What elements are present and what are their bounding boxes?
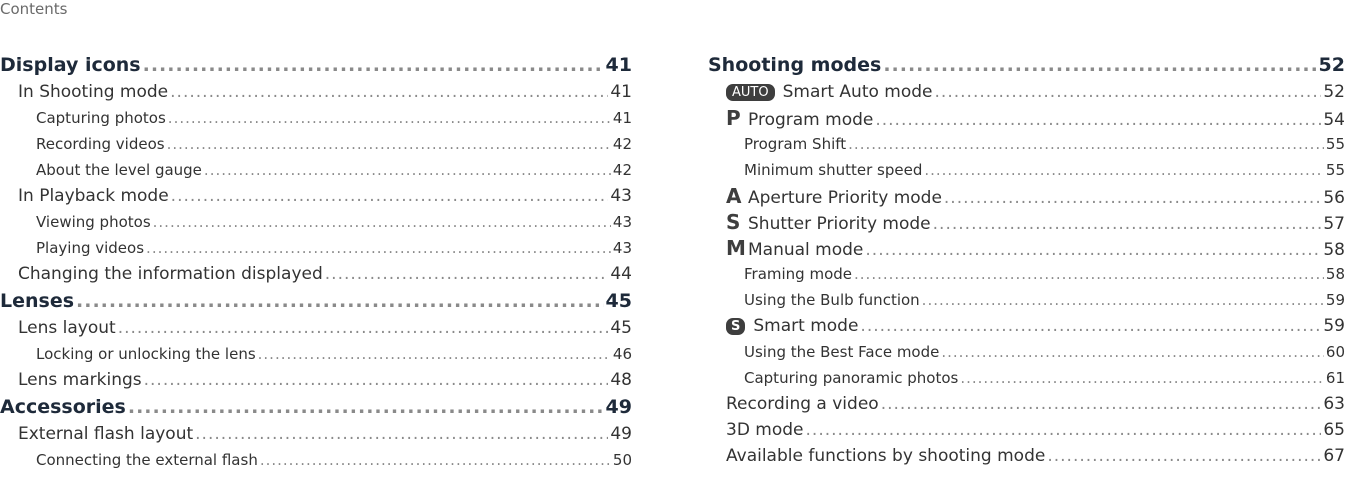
toc-entry-page: 41 [612,109,632,127]
toc-entry-title: Framing mode [744,265,853,283]
toc-entry-title: Program Shift [744,135,847,153]
toc-entry-page: 43 [610,186,632,206]
leader-dots [204,157,611,183]
toc-entry-title: External flash layout [18,424,194,444]
leader-dots [325,261,609,287]
toc-entry[interactable] [0,157,632,183]
toc-entry-title: Viewing photos [36,213,151,231]
toc-entry-title: Lenses [0,290,75,312]
leader-dots [935,79,1322,105]
toc-entry-page: 41 [605,54,632,76]
toc-entry-page: 57 [1323,214,1345,234]
leader-dots [143,51,604,79]
toc-entry[interactable] [0,421,632,447]
toc-entry[interactable] [0,315,632,341]
toc-entry[interactable] [708,105,1345,131]
toc-entry-page: 46 [612,345,632,363]
leader-dots [128,393,604,421]
toc-entry[interactable] [708,235,1345,261]
leader-dots [875,107,1321,131]
toc-entry[interactable] [708,313,1345,339]
toc-entry-page: 58 [1323,240,1345,260]
toc-entry-page: 67 [1323,446,1345,466]
toc-entry[interactable] [0,183,632,209]
toc-entry-page: 55 [1325,161,1345,179]
toc-entry-title: Lens layout [18,318,116,338]
page-header: Contents [0,0,68,18]
toc-entry[interactable] [708,365,1345,391]
toc-entry[interactable] [708,131,1345,157]
leader-dots [76,287,604,315]
toc-entry[interactable] [0,235,632,261]
toc-entry-page: 60 [1325,343,1345,361]
toc-entry-page: 61 [1325,369,1345,387]
toc-entry[interactable] [708,417,1345,443]
toc-entry[interactable] [0,209,632,235]
toc-entry-page: 43 [612,239,632,257]
toc-entry-page: 49 [605,396,632,418]
leader-dots [195,421,608,447]
leader-dots [924,157,1324,183]
leader-dots [146,235,611,261]
shutter-priority-mode-icon: S [726,210,741,234]
toc-entry-page: 50 [612,451,632,469]
toc-entry-page: 44 [610,264,632,284]
toc-entry[interactable] [0,341,632,367]
toc-entry[interactable] [708,287,1345,313]
toc-entry-title: Smart mode [753,316,859,336]
toc-entry-title: Manual mode [748,240,864,260]
leader-dots [168,105,611,131]
toc-entry-page: 43 [612,213,632,231]
toc-entry-title: Locking or unlocking the lens [36,345,256,363]
leader-dots [960,365,1324,391]
toc-entry-page: 65 [1323,420,1345,440]
manual-mode-icon: M [726,236,746,260]
toc-left-column [0,51,632,473]
leader-dots [883,51,1316,79]
toc-entry[interactable] [708,391,1345,417]
toc-entry-page: 52 [1323,82,1345,102]
toc-entry-title: Aperture Priority mode [748,188,942,208]
toc-entry[interactable] [0,131,632,157]
program-mode-icon: P [726,106,741,130]
leader-dots [922,287,1324,313]
toc-entry-title: Recording videos [36,135,165,153]
leader-dots [171,183,609,209]
smart-mode-icon: S [726,318,745,335]
toc-entry[interactable] [0,447,632,473]
toc-entry-title: Using the Bulb function [744,291,920,309]
toc-entry-page: 55 [1325,135,1345,153]
toc-entry-title: Smart Auto mode [782,82,933,102]
toc-entry[interactable] [0,261,632,287]
toc-entry[interactable] [708,183,1345,209]
toc-entry-title: Using the Best Face mode [744,343,940,361]
toc-entry-title: Program mode [748,110,874,130]
toc-entry-title: Shutter Priority mode [748,214,931,234]
leader-dots [944,185,1321,209]
toc-entry-page: 45 [610,318,632,338]
toc-entry[interactable] [708,443,1345,469]
leader-dots [933,211,1322,235]
leader-dots [860,313,1321,339]
toc-entry-page: 45 [605,290,632,312]
aperture-priority-mode-icon: A [726,184,742,208]
toc-entry[interactable] [0,79,632,105]
toc-entry-title: About the level gauge [36,161,202,179]
toc-entry[interactable] [0,393,632,421]
toc-entry[interactable] [708,157,1345,183]
toc-entry[interactable] [708,261,1345,287]
leader-dots [118,315,609,341]
toc-entry-title: Shooting modes [708,54,882,76]
toc-entry[interactable] [0,105,632,131]
smart-auto-mode-icon: AUTO [726,84,775,101]
toc-entry-title: Display icons [0,54,141,76]
toc-entry-title: Capturing photos [36,109,166,127]
leader-dots [941,339,1324,365]
toc-entry[interactable] [708,339,1345,365]
toc-entry[interactable] [708,209,1345,235]
toc-right-column [708,51,1345,469]
toc-entry-page: 54 [1323,110,1345,130]
toc-entry-page: 63 [1323,394,1345,414]
toc-entry[interactable] [0,51,632,79]
toc-entry-page: 42 [612,161,632,179]
leader-dots [881,391,1322,417]
toc-entry-title: In Shooting mode [18,82,169,102]
toc-entry-title: Accessories [0,396,126,418]
leader-dots [258,341,611,367]
leader-dots [144,367,609,393]
toc-entry-page: 49 [610,424,632,444]
toc-entry-title: Playing videos [36,239,145,257]
leader-dots [260,447,611,473]
toc-entry[interactable] [0,287,632,315]
toc-entry-title: Minimum shutter speed [744,161,923,179]
leader-dots [1047,443,1321,469]
toc-entry-title: Changing the information displayed [18,264,323,284]
leader-dots [865,237,1321,261]
toc-entry[interactable] [708,79,1345,105]
toc-entry-title: 3D mode [726,420,804,440]
leader-dots [153,209,611,235]
toc-entry-page: 42 [612,135,632,153]
toc-entry-title: Connecting the external flash [36,451,258,469]
leader-dots [848,131,1324,157]
toc-entry-title: Available functions by shooting mode [726,446,1046,466]
leader-dots [806,417,1322,443]
toc-entry-page: 58 [1325,265,1345,283]
toc-entry-page: 41 [610,82,632,102]
toc-entry-title: Lens markings [18,370,142,390]
toc-entry[interactable] [708,51,1345,79]
toc-entry-page: 48 [610,370,632,390]
leader-dots [854,261,1324,287]
toc-entry-page: 52 [1318,54,1345,76]
toc-entry-title: Recording a video [726,394,879,414]
toc-entry-page: 56 [1323,188,1345,208]
toc-entry-page: 59 [1323,316,1345,336]
toc-entry[interactable] [0,367,632,393]
toc-entry-title: Capturing panoramic photos [744,369,959,387]
leader-dots [170,79,608,105]
leader-dots [167,131,611,157]
toc-entry-title: In Playback mode [18,186,169,206]
toc-entry-page: 59 [1325,291,1345,309]
